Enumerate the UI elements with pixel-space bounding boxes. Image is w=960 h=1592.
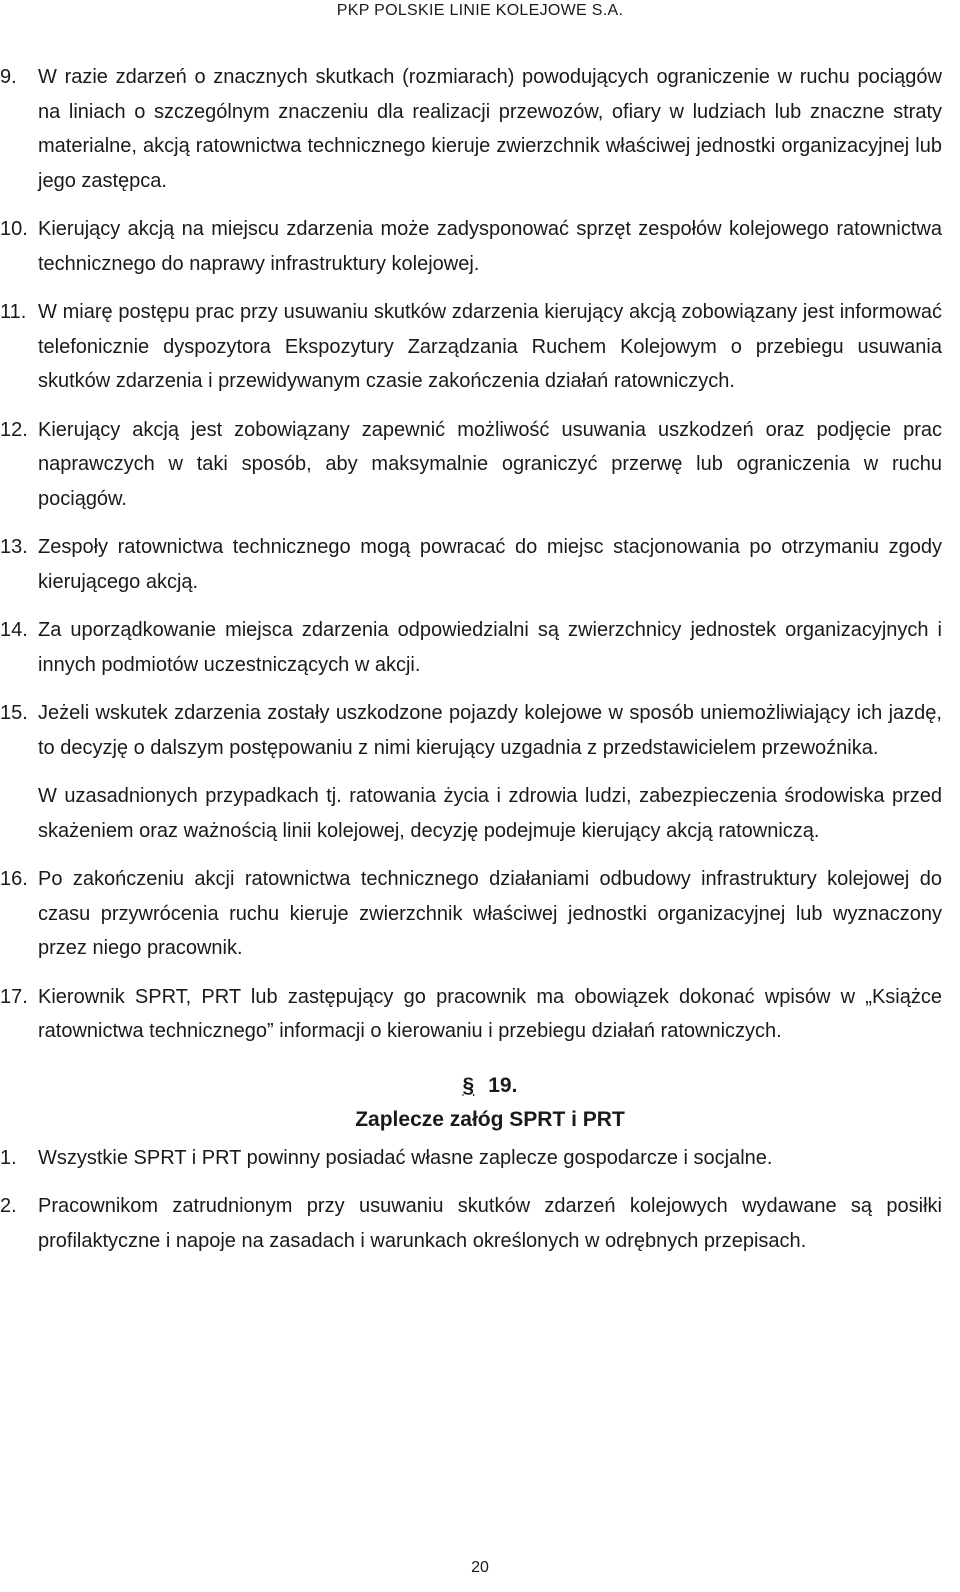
item-number: 15. xyxy=(0,702,28,724)
item-text: Pracownikom zatrudnionym przy usuwaniu skutków zdarzeń kolejowych wydawane są posiłki profilaktyczne i napoje na zasadach i warunkach określonych w odrębnych przepisach. xyxy=(38,1195,942,1252)
item-number: 16. xyxy=(0,868,28,890)
item-number: 10. xyxy=(0,218,28,240)
item-number: 11. xyxy=(0,301,27,323)
item-number: 9. xyxy=(0,66,17,88)
section-number xyxy=(10,1069,960,1103)
page-header: PKP POLSKIE LINIE KOLEJOWE S.A. xyxy=(336,2,624,19)
list-item-13 xyxy=(0,530,942,599)
list-item-15 xyxy=(0,696,942,765)
item-number: 13. xyxy=(0,536,28,558)
list-item-17 xyxy=(0,980,942,1049)
list-item-16 xyxy=(0,862,942,966)
item-text: W miarę postępu prac przy usuwaniu skutków zdarzenia kierujący akcją zobowiązany jest informować telefonicznie dyspozytora Ekspozytury Zarządzania Ruchem Kolejowym o przebiegu usuwania skutków zdarzenia i przewidywanym czasie zakończenia działań ratowniczych. xyxy=(38,301,942,392)
list-item-12 xyxy=(0,413,942,517)
document-body xyxy=(0,60,960,1258)
paragraph-sign: § xyxy=(462,1073,475,1097)
item-text: Wszystkie SPRT i PRT powinny posiadać własne zaplecze gospodarcze i socjalne. xyxy=(38,1146,773,1169)
list-item-9 xyxy=(0,60,942,198)
list-item-14 xyxy=(0,613,942,682)
section-item-1 xyxy=(0,1141,942,1176)
section-number-value: 19. xyxy=(488,1073,518,1097)
item-text: Za uporządkowanie miejsca zdarzenia odpowiedzialni są zwierzchnicy jednostek organizacyjnych i innych podmiotów uczestniczących w akcji. xyxy=(38,619,942,676)
item-number: 1. xyxy=(0,1146,17,1169)
item-text: Kierujący akcją jest zobowiązany zapewnić możliwość usuwania uszkodzeń oraz podjęcie prac naprawczych w taki sposób, aby maksymalnie ograniczyć przerwę lub ograniczenia w ruchu pociągów. xyxy=(38,418,942,510)
item-number: 2. xyxy=(0,1195,17,1217)
section-item-2 xyxy=(0,1189,942,1258)
section-title: Zaplecze załóg SPRT i PRT xyxy=(355,1107,625,1131)
item-text: Kierujący akcją na miejscu zdarzenia może zadysponować sprzęt zespołów kolejowego ratownictwa technicznego do naprawy infrastruktury kolejowej. xyxy=(38,218,942,275)
item-text: Kierownik SPRT, PRT lub zastępujący go pracownik ma obowiązek dokonać wpisów w „Książce ratownictwa technicznego” informacji o kierowaniu i przebiegu działań ratowniczych. xyxy=(38,985,942,1042)
list-item-11 xyxy=(0,295,942,399)
item-number: 17. xyxy=(0,985,28,1008)
item-text: W razie zdarzeń o znacznych skutkach (rozmiarach) powodujących ograniczenie w ruchu pociągów na liniach o szczególnym znaczeniu dla realizacji przewozów, ofiary w ludziach lub znaczne straty materialne, akcją ratownictwa technicznego kieruje zwierzchnik właściwej jednostki organizacyjnej lub jego zastępca. xyxy=(38,66,942,192)
item-number: 14. xyxy=(0,619,28,641)
list-item-10 xyxy=(0,212,942,281)
item-text: Jeżeli wskutek zdarzenia zostały uszkodzone pojazdy kolejowe w sposób uniemożliwiający ich jazdę, to decyzję o dalszym postępowaniu z nimi kierujący uzgadnia z przedstawicielem przewoźnika. xyxy=(38,702,942,759)
page-number: 20 xyxy=(471,1559,489,1576)
item-number: 12. xyxy=(0,418,28,441)
item-text: Zespoły ratownictwa technicznego mogą powracać do miejsc stacjonowania po otrzymaniu zgody kierującego akcją. xyxy=(38,536,942,593)
item-15-continuation: W uzasadnionych przypadkach tj. ratowania życia i zdrowia ludzi, zabezpieczenia środowiska przed skażeniem oraz ważnością linii kolejowej, decyzję podejmuje kierujący akcją ratowniczą. xyxy=(38,785,942,842)
item-text: Po zakończeniu akcji ratownictwa technicznego działaniami odbudowy infrastruktury kolejowej do czasu przywrócenia ruchu kieruje zwierzchnik właściwej jednostki organizacyjnej lub wyznaczony przez niego pracownik. xyxy=(38,868,942,959)
